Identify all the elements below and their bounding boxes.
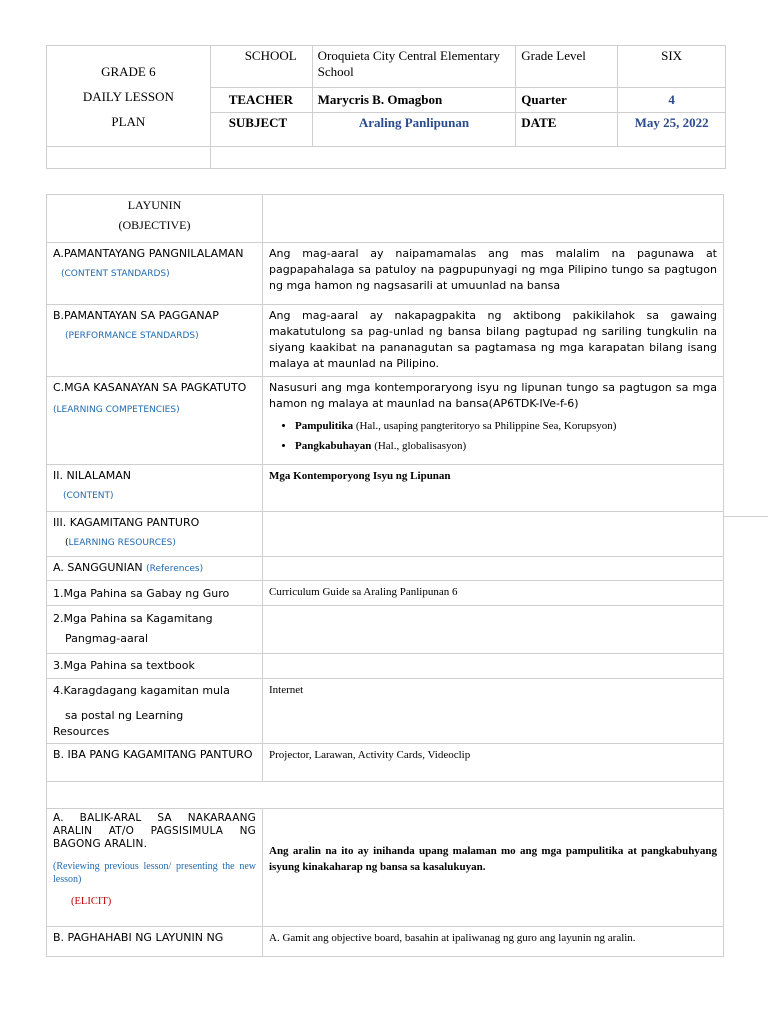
elicit-label: (ELICIT): [71, 896, 112, 907]
table-row: [47, 782, 724, 809]
iba-pang-text: Projector, Larawan, Activity Cards, Videoclip: [263, 744, 724, 782]
karagdagang-label-2: sa postal ng Learning: [65, 709, 184, 722]
list-item: • Pampulitika (Hal., usaping pangteritoryo sa Philippine Sea, Korupsyon): [295, 418, 717, 434]
quarter-value: 4: [618, 88, 726, 113]
kagamitan-cell: [47, 512, 263, 557]
balik-aral-sub: (Reviewing previous lesson/ presenting the new lesson): [53, 861, 256, 885]
empty-cell: [263, 557, 724, 581]
content-standards-cell: [47, 243, 263, 305]
karagdagang-cell: [47, 679, 263, 744]
subject-label: SUBJECT: [210, 113, 312, 147]
title-line-3: PLAN: [111, 113, 146, 129]
content-standards-label: A.PAMANTAYANG PANGNILALAMAN: [53, 247, 244, 260]
title-line-1: GRADE 6: [101, 63, 156, 79]
empty-cell: [47, 147, 211, 169]
karagdagang-label-1: 4.Karagdagang kagamitan mula: [53, 684, 230, 697]
textbook-label: 3.Mga Pahina sa textbook: [47, 654, 263, 679]
table-row: [47, 679, 724, 744]
sanggunian-label: A. SANGGUNIAN: [53, 561, 143, 574]
balik-aral-label: A. BALIK-ARAL SA NAKARAANG ARALIN AT/O PAGSISIMULA NG BAGONG ARALIN.: [53, 812, 256, 850]
performance-standards-sub: (PERFORMANCE STANDARDS): [65, 331, 199, 341]
grade-level-label: Grade Level: [516, 46, 618, 88]
grade-level-value: SIX: [618, 46, 726, 88]
table-row: [47, 195, 724, 243]
table-row: [47, 465, 724, 512]
title-line-2: DAILY LESSON: [82, 88, 174, 104]
sanggunian-cell: [47, 557, 263, 581]
subject-value: Araling Panlipunan: [312, 113, 516, 147]
nilalaman-cell: [47, 465, 263, 512]
competencies-text: Nasusuri ang mga kontemporaryong isyu ng lipunan tungo sa pagtugon sa mga hamon ng malaya at maunlad na bansa(AP6TDK-IVe-f-6): [269, 381, 717, 410]
table-row: [47, 606, 724, 654]
kagamitan-label: III. KAGAMITANG PANTURO: [53, 516, 200, 529]
table-row: [47, 377, 724, 465]
competencies-cell: [47, 377, 263, 465]
competencies-list: [269, 418, 717, 454]
empty-cell: [263, 512, 724, 557]
dlp-title: [47, 46, 211, 147]
lesson-plan-table: [46, 194, 724, 957]
karagdagang-text: Internet: [263, 679, 724, 744]
teacher-value: Marycris B. Omagbon: [312, 88, 516, 113]
guro-text: Curriculum Guide sa Araling Panlipunan 6: [263, 581, 724, 606]
iba-pang-label: B. IBA PANG KAGAMITANG PANTURO: [47, 744, 263, 782]
table-row: [47, 809, 724, 927]
table-row: [47, 512, 724, 557]
performance-standards-label: B.PAMANTAYAN SA PAGGANAP: [53, 309, 219, 322]
performance-standards-cell: [47, 305, 263, 377]
competencies-sub: (LEARNING COMPETENCIES): [53, 405, 180, 415]
table-row: [47, 927, 724, 957]
empty-cell: [263, 654, 724, 679]
sanggunian-sub: (References): [146, 564, 204, 574]
layunin-cell: [47, 195, 263, 243]
table-row: [47, 581, 724, 606]
competencies-label: C.MGA KASANAYAN SA PAGKATUTO: [53, 381, 247, 394]
empty-cell: [210, 147, 725, 169]
teacher-label: TEACHER: [210, 88, 312, 113]
kagamitang-mag-aaral-cell: [47, 606, 263, 654]
table-row: [47, 744, 724, 782]
header-table: [46, 45, 726, 169]
quarter-label: Quarter: [516, 88, 618, 113]
karagdagang-label-3: Resources: [53, 725, 110, 738]
empty-cell: [263, 606, 724, 654]
layunin-subtitle: (OBJECTIVE): [118, 218, 191, 232]
guro-label: 1.Mga Pahina sa Gabay ng Guro: [47, 581, 263, 606]
table-row: [47, 557, 724, 581]
school-value: Oroquieta City Central Elementary School: [312, 46, 516, 88]
empty-cell: [263, 195, 724, 243]
table-row: [47, 243, 724, 305]
kagamitang-mag-aaral-label-2: Pangmag-aaral: [65, 632, 149, 645]
paghahabi-label: B. PAGHAHABI NG LAYUNIN NG: [47, 927, 263, 957]
balik-aral-cell: [47, 809, 263, 927]
table-border-stub: [724, 516, 768, 517]
content-standards-sub: (CONTENT STANDARDS): [61, 269, 170, 279]
kagamitang-mag-aaral-label-1: 2.Mga Pahina sa Kagamitang: [53, 612, 213, 625]
table-row: [47, 305, 724, 377]
paghahabi-text: A. Gamit ang objective board, basahin at ipaliwanag ng guro ang layunin ng aralin.: [263, 927, 724, 957]
balik-aral-text: Ang aralin na ito ay inihanda upang malaman mo ang mga pampulitika at pangkabuhyang isyung kinakaharap ng bansa sa kasalukuyan.: [263, 809, 724, 927]
list-item: • Pangkabuhayan (Hal., globalisasyon): [295, 438, 717, 454]
date-label: DATE: [516, 113, 618, 147]
nilalaman-text: Mga Kontemporyong Isyu ng Lipunan: [263, 465, 724, 512]
nilalaman-sub: (CONTENT): [63, 491, 114, 501]
empty-cell: [47, 782, 724, 809]
layunin-title: LAYUNIN: [127, 198, 182, 212]
nilalaman-label: II. NILALAMAN: [53, 469, 132, 482]
school-label: SCHOOL: [210, 46, 312, 88]
kagamitan-sub-paren: (: [65, 538, 69, 548]
content-standards-text: Ang mag-aaral ay naipamamalas ang mas malalim na pagunawa at pagpapahalaga sa patuloy na pagpupunyagi ng mga Pilipino tungo sa pagtugon ng mga hamon ng nagsasarili at umuunlad na bansa: [263, 243, 724, 305]
performance-standards-text: Ang mag-aaral ay nakapagpakita ng aktibong pakikilahok sa gawaing makatutulong sa pag-unlad ng bansa bilang pagtupad ng sariling tungkulin na siyang kaakibat na pananagutan sa pagtamasa ng mga karapatan bilang isang malaya at maunlad na Pilipino.: [263, 305, 724, 377]
kagamitan-sub: LEARNING RESOURCES): [68, 538, 176, 548]
date-value: May 25, 2022: [618, 113, 726, 147]
table-row: [47, 654, 724, 679]
competencies-content: [263, 377, 724, 465]
